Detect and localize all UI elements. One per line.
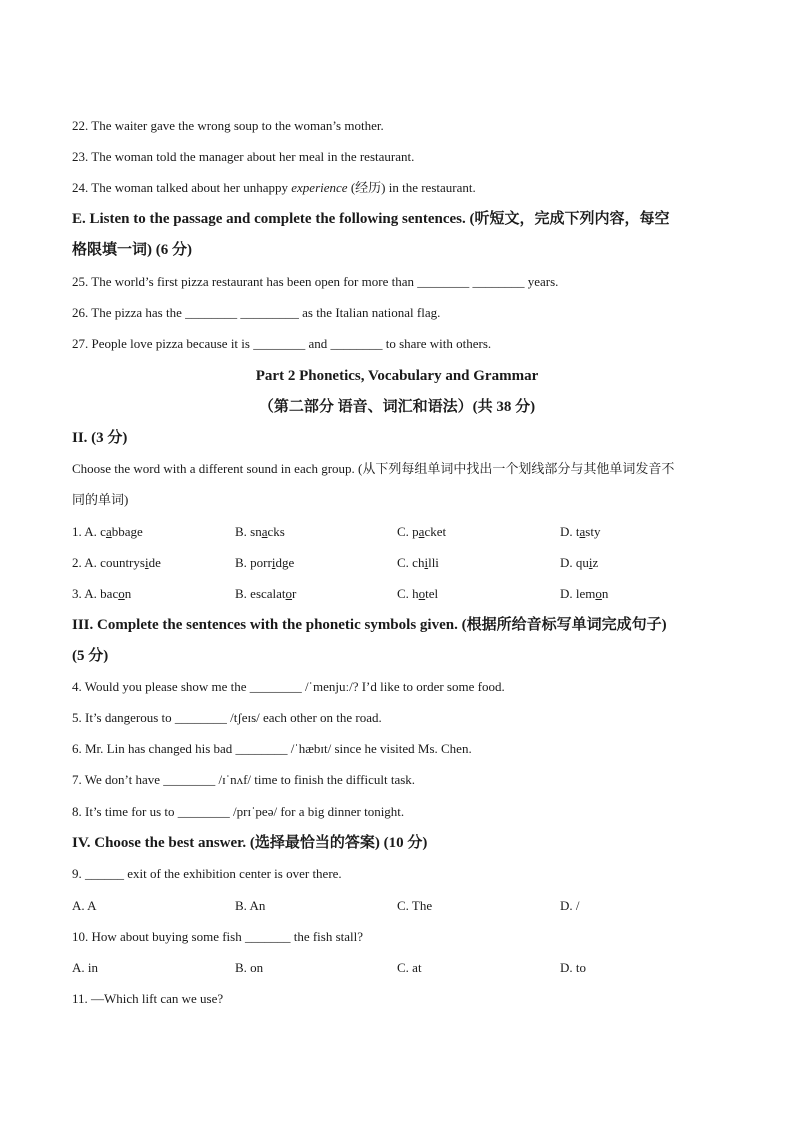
section-e-heading-line2: 格限填一词) (6 分) (72, 242, 192, 258)
section-4-heading: IV. Choose the best answer. (选择最恰当的答案) (10 分) (72, 835, 428, 851)
question-10-option-c: C. at (397, 960, 422, 975)
section-2-instruction-line1: Choose the word with a different sound in each group. (从下列每组单词中找出一个划线部分与其他单词发音不 (72, 461, 675, 476)
question-11: 11. —Which lift can we use? (72, 991, 224, 1006)
question-2-option-c: C. chilli (397, 555, 439, 570)
question-26: 26. The pizza has the ________ _________ as the Italian national flag. (72, 305, 441, 320)
question-3-option-b: B. escalator (235, 586, 297, 601)
question-1-option-c: C. packet (397, 524, 447, 539)
question-10-option-a: A. in (72, 960, 98, 975)
section-e-heading-line1: E. Listen to the passage and complete the following sentences. (听短文，完成下列内容，每空 (72, 211, 670, 227)
question-22: 22. The waiter gave the wrong soup to the woman’s mother. (72, 118, 384, 133)
question-1-option-d: D. tasty (560, 524, 601, 539)
section-2-instruction-line2: 同的单词) (72, 492, 129, 507)
section-3-heading-line1: III. Complete the sentences with the phonetic symbols given. (根据所给音标写单词完成句子) (72, 617, 667, 633)
question-8: 8. It’s time for us to ________ /prɪˈpeə/ for a big dinner tonight. (72, 804, 405, 819)
question-25: 25. The world’s first pizza restaurant has been open for more than ________ ________ years. (72, 274, 559, 289)
part-2-subtitle: （第二部分 语音、词汇和语法）(共 38 分) (258, 399, 536, 415)
section-2-heading: II. (3 分) (72, 430, 128, 446)
question-9: 9. ______ exit of the exhibition center is over there. (72, 866, 342, 881)
question-24-text-start: 24. The woman talked about her unhappy (72, 180, 292, 195)
question-9-option-d: D. / (560, 898, 580, 913)
question-27: 27. People love pizza because it is ________ and ________ to share with others. (72, 336, 492, 351)
question-23: 23. The woman told the manager about her meal in the restaurant. (72, 149, 415, 164)
question-10-option-d: D. to (560, 960, 586, 975)
question-9-option-c: C. The (397, 898, 433, 913)
question-5: 5. It’s dangerous to ________ /tʃeɪs/ each other on the road. (72, 710, 382, 725)
question-6: 6. Mr. Lin has changed his bad ________ /ˈhæbɪt/ since he visited Ms. Chen. (72, 741, 472, 756)
question-2-option-b: B. porridge (235, 555, 295, 570)
question-10-option-b: B. on (235, 960, 264, 975)
question-3-option-a: 3. A. bacon (72, 586, 132, 601)
question-10: 10. How about buying some fish _______ the fish stall? (72, 929, 364, 944)
question-24 (72, 180, 476, 196)
question-9-option-b: B. An (235, 898, 266, 913)
question-24-text-end: (经历) in the restaurant. (347, 180, 476, 195)
question-1-option-a: 1. A. cabbage (72, 524, 143, 539)
question-3-option-d: D. lemon (560, 586, 609, 601)
section-3-heading-line2: (5 分) (72, 648, 109, 664)
question-4: 4. Would you please show me the ________ /ˈmenjuː/? I’d like to order some food. (72, 679, 505, 694)
question-3-option-c: C. hotel (397, 586, 439, 601)
question-1-option-b: B. snacks (235, 524, 285, 539)
part-2-title: Part 2 Phonetics, Vocabulary and Grammar (255, 368, 539, 384)
question-24-emphasis: experience (291, 180, 348, 195)
question-7: 7. We don’t have ________ /ɪˈnʌf/ time to finish the difficult task. (72, 772, 416, 787)
question-2-option-a: 2. A. countryside (72, 555, 161, 570)
question-9-option-a: A. A (72, 898, 97, 913)
question-2-option-d: D. quiz (560, 555, 599, 570)
